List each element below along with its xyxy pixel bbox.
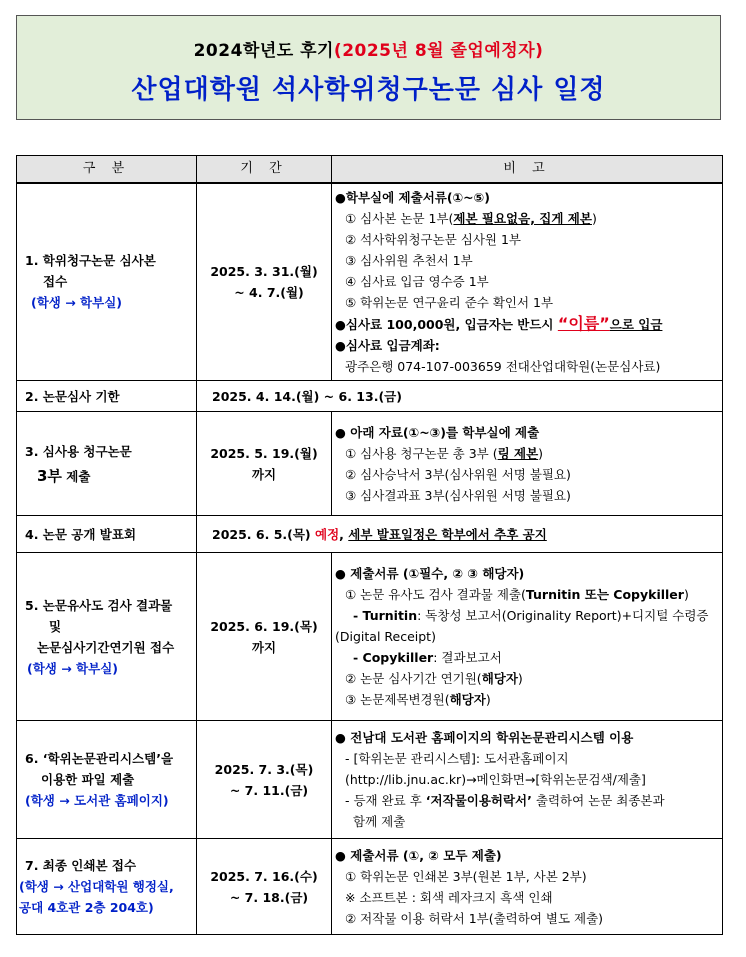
schedule-table (16, 155, 723, 935)
row4-planned: 예정 (315, 526, 340, 542)
row3-note-head: ● 아래 자료(①~③)를 학부실에 제출 (335, 424, 540, 440)
row3-name: 3. 심사용 청구논문 (25, 443, 132, 459)
row5-route: (학생 → 학부실) (27, 660, 118, 676)
row5-note-2 (335, 668, 720, 689)
row5-note-3 (335, 689, 720, 710)
row5-note-1-c: ) (683, 587, 689, 602)
row1-note-4: ④ 심사료 입금 영수증 1부 (345, 273, 489, 289)
table-row (17, 412, 723, 516)
row5-period (197, 553, 332, 721)
row5-turnitin-text2: (Digital Receipt) (335, 629, 436, 644)
row1-name: 1. 학위청구논문 심사본 (25, 253, 156, 269)
row3-note-1-a: ① 심사용 청구논문 총 3부 ( (345, 445, 498, 461)
row2-category: 2. 논문심사 기한 (17, 381, 197, 412)
row1-account-head: ●심사료 입금계좌: (335, 337, 440, 353)
row7-note-3: ② 저작물 이용 허락서 1부(출력하여 별도 제출) (345, 910, 604, 926)
row5-turnitin-text: : 독창성 보고서(Originality Report)+디지털 수령증 (417, 608, 709, 623)
row3-note-3: ③ 심사결과표 3부(심사위원 서명 불필요) (345, 487, 571, 503)
row1-route: (학생 → 학부실) (31, 295, 122, 311)
row3-note-1-c: ) (538, 445, 544, 461)
row6-name2: 이용한 파일 제출 (41, 772, 135, 787)
row5-copykiller-text: : 결과보고서 (433, 650, 502, 665)
row1-fee-name: “이름” (557, 313, 610, 333)
row5-note-1-b: Turnitin 또는 Copykiller (525, 587, 684, 602)
row1-name2: 접수 (43, 274, 68, 290)
title-graduates: (2025년 8월 졸업예정자) (333, 41, 544, 61)
row1-note-1 (335, 208, 720, 229)
row1-note-3: ③ 심사위원 추천서 1부 (345, 252, 473, 268)
table-row (17, 721, 723, 839)
row6-period (197, 721, 332, 839)
row6-route: (학생 → 도서관 홈페이지) (25, 793, 169, 808)
row5-name3: 논문심사기간연기원 접수 (37, 639, 175, 655)
row3-note-1-b: 링 제본 (497, 445, 539, 461)
row7-note-head: ● 제출서류 (①, ② 모두 제출) (335, 847, 502, 863)
row6-note-1: - [학위논문 관리시스템]: 도서관홈페이지 (345, 751, 569, 766)
row6-note-3-b: ‘저작물이용허락서’ (425, 793, 532, 808)
row5-period-until: 까지 (251, 639, 277, 655)
row5-name: 5. 논문유사도 검사 결과물 (25, 597, 173, 613)
row1-fee-c: 으로 입금 (609, 316, 663, 332)
row1-period-end: ~ 4. 7.(월) (234, 284, 304, 300)
row5-note-3-c: ) (485, 692, 491, 707)
row5-turnitin-label: - Turnitin (353, 608, 418, 623)
row4-sep: , (339, 526, 349, 542)
row1-note-5: ⑤ 학위논문 연구윤리 준수 확인서 1부 (345, 294, 554, 310)
row1-note-1-c: ) (591, 210, 597, 226)
row6-note-3-c: 출력하여 논문 최종본과 (531, 793, 665, 808)
row5-category (17, 553, 197, 721)
row6-period-end: ~ 7. 11.(금) (229, 782, 309, 798)
row3-period (197, 412, 332, 516)
row1-fee-note (335, 313, 720, 335)
row4-period (197, 516, 723, 553)
table-row (17, 381, 723, 412)
row5-copykiller-label: - Copykiller (353, 650, 434, 665)
row6-note-3-a: - 등재 완료 후 (345, 793, 426, 808)
column-header-remarks: 비 고 (332, 156, 723, 183)
row7-period (197, 839, 332, 935)
row5-note-2-b: 해당자 (481, 671, 518, 686)
title-box (16, 15, 721, 120)
row7-location: 공대 4호관 2층 204호) (19, 900, 154, 915)
row1-account: 광주은행 074-107-003659 전대산업대학원(논문심사료) (345, 358, 661, 374)
row7-note-2: ※ 소프트본 : 회색 레자크지 흑색 인쇄 (345, 889, 553, 905)
row3-note-2: ② 심사승낙서 3부(심사위원 서명 불필요) (345, 466, 571, 482)
row5-note-2-a: ② 논문 심사기간 연기원( (345, 671, 482, 686)
row1-category (17, 183, 197, 381)
row6-category (17, 721, 197, 839)
row5-remarks (332, 553, 723, 721)
table-header-row (17, 156, 723, 183)
table-row (17, 553, 723, 721)
row1-fee-a: ●심사료 100,000원, 입금자는 반드시 (335, 316, 558, 332)
row4-category: 4. 논문 공개 발표회 (17, 516, 197, 553)
row7-period-start: 2025. 7. 16.(수) (210, 868, 318, 884)
table-row (17, 516, 723, 553)
row5-turnitin (335, 605, 720, 626)
row6-name: 6. ‘학위논문관리시스템’을 (25, 751, 174, 766)
row7-note-1: ① 학위논문 인쇄본 3부(원본 1부, 사본 2부) (345, 868, 587, 884)
row7-route: (학생 → 산업대학원 행정실, (19, 879, 174, 894)
column-header-category: 구 분 (17, 156, 197, 183)
row1-note-1-b: 제본 필요없음, 집게 제본 (453, 210, 592, 226)
row6-note-3 (335, 790, 720, 811)
row5-note-2-c: ) (517, 671, 523, 686)
row6-remarks (332, 721, 723, 839)
row5-note-1-a: ① 논문 유사도 검사 결과물 제출( (345, 587, 526, 602)
row5-period-date: 2025. 6. 19.(목) (210, 618, 318, 634)
row1-period-start: 2025. 3. 31.(월) (210, 263, 318, 279)
row3-category (17, 412, 197, 516)
row1-note-head: ●학부실에 제출서류(①~⑤) (335, 189, 490, 205)
row5-note-head: ● 제출서류 (①필수, ② ③ 해당자) (335, 566, 525, 581)
row3-note-1 (335, 443, 720, 464)
row4-date: 2025. 6. 5.(목) (212, 526, 315, 542)
table-row (17, 183, 723, 381)
row3-name2 (25, 466, 196, 487)
row3-remarks (332, 412, 723, 516)
row5-copykiller (335, 647, 720, 668)
row7-period-end: ~ 7. 18.(금) (229, 889, 309, 905)
row6-note-4: 함께 제출 (353, 814, 406, 829)
row7-remarks (332, 839, 723, 935)
row4-notice: 세부 발표일정은 학부에서 추후 공지 (348, 526, 547, 542)
row3-period-date: 2025. 5. 19.(월) (210, 445, 318, 461)
row1-note-2: ② 석사학위청구논문 심사원 1부 (345, 231, 521, 247)
row5-note-3-b: 해당자 (449, 692, 486, 707)
table-row (17, 839, 723, 935)
row1-remarks (332, 183, 723, 381)
row6-note-head: ● 전남대 도서관 홈페이지의 학위논문관리시스템 이용 (335, 730, 634, 745)
row1-period (197, 183, 332, 381)
row6-note-2: (http://lib.jnu.ac.kr)→메인화면→[학위논문검색/제출] (345, 772, 646, 787)
row5-note-3-a: ③ 논문제목변경원( (345, 692, 450, 707)
row5-and: 및 (49, 618, 62, 634)
row2-period: 2025. 4. 14.(월) ~ 6. 13.(금) (197, 381, 723, 412)
row7-category (17, 839, 197, 935)
title-line1 (17, 36, 720, 61)
row3-period-until: 까지 (251, 466, 277, 482)
page-title: 산업대학원 석사학위청구논문 심사 일정 (131, 75, 606, 105)
row3-submit: 제출 (61, 468, 91, 484)
row7-name: 7. 최종 인쇄본 접수 (25, 858, 137, 873)
row1-note-1-a: ① 심사본 논문 1부( (345, 210, 454, 226)
column-header-period: 기 간 (197, 156, 332, 183)
row5-note-1 (335, 584, 720, 605)
title-semester: 2024학년도 후기 (193, 41, 334, 61)
row6-period-start: 2025. 7. 3.(목) (214, 761, 314, 777)
row3-copies: 3부 (37, 466, 62, 485)
